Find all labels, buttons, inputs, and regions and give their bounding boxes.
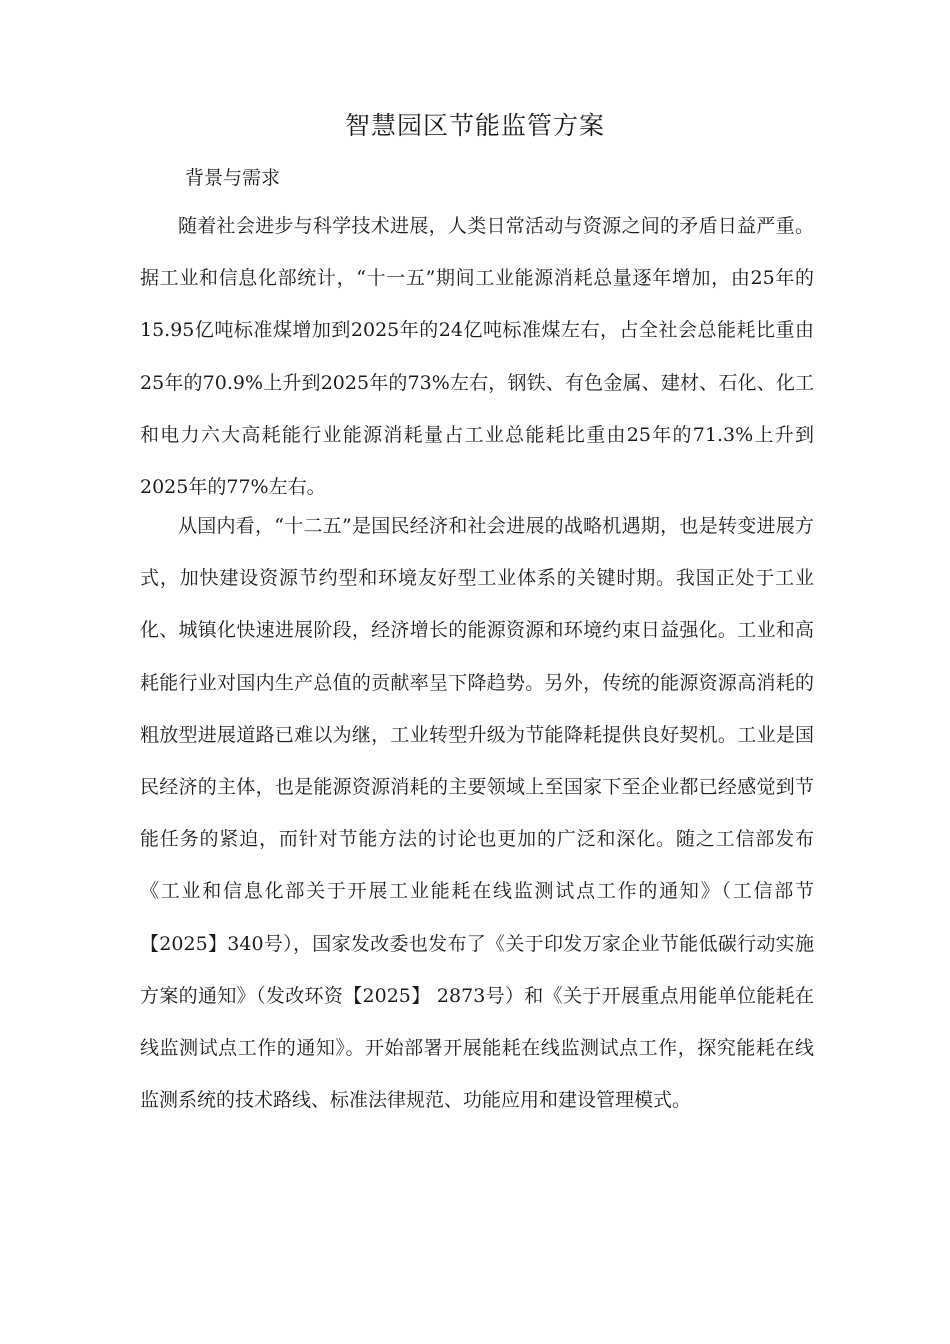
body-paragraph-2: 从国内看，“十二五”是国民经济和社会进展的战略机遇期，也是转变进展方式，加快建设资源节约型和环境友好型工业体系的关键时期。我国正处于工业化、城镇化快速进展阶段，经济增长的能源资源和环境约束日益强化。工业和高耗能行业对国内生产总值的贡献率呈下降趋势。另外，传统的能源资源高消耗的粗放型进展道路已难以为继，工业转型升级为节能降耗提供良好契机。工业是国民经济的主体，也是能源资源消耗的主要领域上至国家下至企业都已经感觉到节能任务的紧迫，而针对节能方法的讨论也更加的广泛和深化。随之工信部发布《工业和信息化部关于开展工业能耗在线监测试点工作的通知》（工信部节【2025】340号），国家发改委也发布了《关于印发万家企业节能低碳行动实施方案的通知》（发改环资【2025】 2873号）和《关于开展重点用能单位能耗在线监测试点工作的通知》。开始部署开展能耗在线监测试点工作，探究能耗在线监测系统的技术路线、标准法律规范、功能应用和建设管理模式。 — [140, 515, 814, 1112]
section-heading: 背景与需求 — [185, 167, 281, 189]
body-paragraph-1: 随着社会进步与科学技术进展，人类日常活动与资源之间的矛盾日益严重。据工业和信息化部统计，“十一五”期间工业能源消耗总量逐年增加，由25年的15.95亿吨标准煤增加到2025年的24亿吨标准煤左右，占全社会总能耗比重由25年的70.9%上升到2025年的73%左右，钢铁、有色金属、建材、石化、化工和电力六大高耗能行业能源消耗量占工业总能耗比重由25年的71.3%上升到2025年的77%左右。 — [140, 215, 814, 499]
document-title: 智慧园区节能监管方案 — [344, 111, 605, 140]
